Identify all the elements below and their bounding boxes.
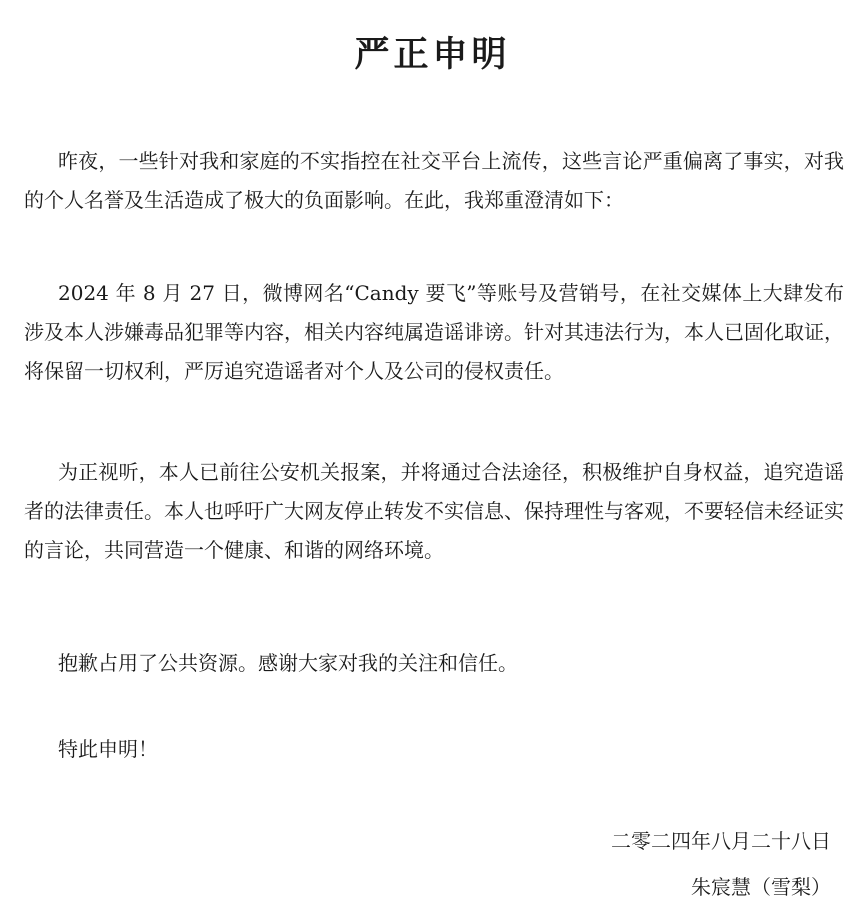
paragraph-closing: 特此申明！ xyxy=(58,737,158,761)
statement-date: 二零二四年八月二十八日 xyxy=(611,829,831,853)
paragraph-rumor-details: 2024 年 8 月 27 日，微博网名“Candy 要飞”等账号及营销号，在社交媒体上大肆发布涉及本人涉嫌毒品犯罪等内容，相关内容纯属造谣诽谤。针对其违法行为，本人已固化取证，将保留一切权利，严厉追究造谣者对个人及公司的侵权责任。 xyxy=(24,281,844,383)
paragraph-legal-action: 为正视听，本人已前往公安机关报案，并将通过合法途径，积极维护自身权益，追究造谣者的法律责任。本人也呼吁广大网友停止转发不实信息、保持理性与客观，不要轻信未经证实的言论，共同营造一个健康、和谐的网络环境。 xyxy=(24,460,844,562)
paragraph-intro: 昨夜，一些针对我和家庭的不实指控在社交平台上流传，这些言论严重偏离了事实，对我的个人名誉及生活造成了极大的负面影响。在此，我郑重澄清如下： xyxy=(24,149,844,212)
signature: 朱宸慧（雪梨） xyxy=(691,875,831,899)
document-title: 严正申明 xyxy=(354,34,511,75)
paragraph-apology: 抱歉占用了公共资源。感谢大家对我的关注和信任。 xyxy=(58,651,518,675)
